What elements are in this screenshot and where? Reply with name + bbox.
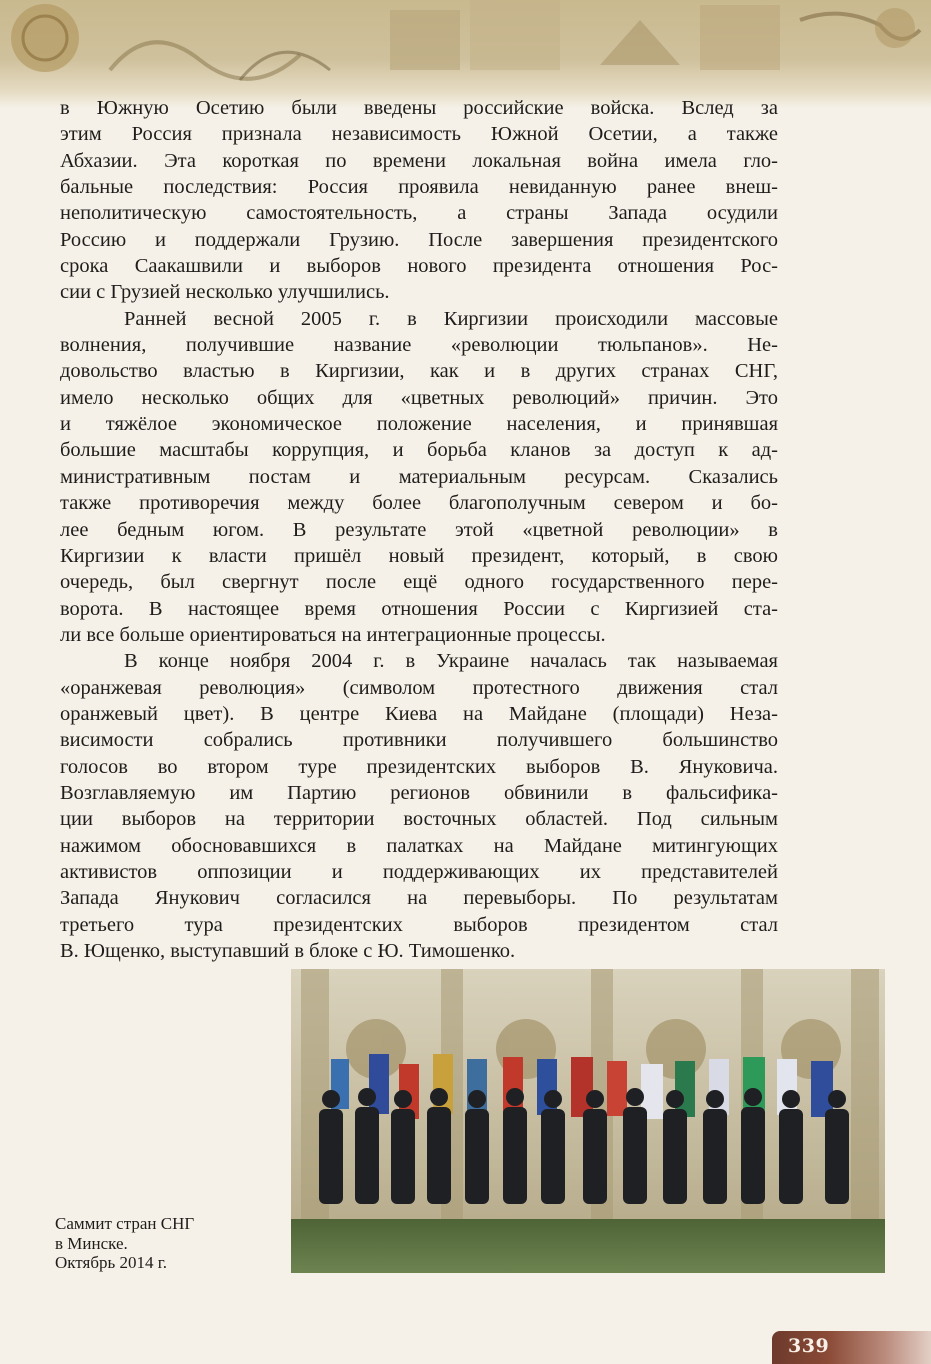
text-line: этим Россия признала независимость Южной Осетии, а также <box>60 123 778 146</box>
text-line: Россию и поддержали Грузию. После завершения президентского <box>60 228 778 251</box>
page-number: 339 <box>788 1335 830 1357</box>
text-line: очередь, был свергнут после ещё одного государственного пере- <box>60 571 778 594</box>
caption-line: Саммит стран СНГ <box>55 1214 195 1233</box>
text-line: и тяжёлое экономическое положение населения, и принявшая <box>60 413 778 436</box>
decorative-header-banner <box>0 0 931 108</box>
text-line: Возглавляемую им Партию регионов обвинили в фальсифика- <box>60 781 778 804</box>
summit-photo <box>291 969 885 1273</box>
text-line: сии с Грузией несколько улучшились. <box>60 281 390 304</box>
paragraph-kyrgyzstan <box>60 306 778 648</box>
text-line: срока Саакашвили и выборов нового президента отношения Рос- <box>60 255 778 278</box>
text-line: оранжевый цвет). В центре Киева на Майдане (площади) Неза- <box>60 702 778 725</box>
text-line: министративным постам и материальным ресурсам. Сказались <box>60 465 778 488</box>
caption-line: в Минске. <box>55 1233 128 1253</box>
text-line: Ранней весной 2005 г. в Киргизии происходили массовые <box>124 307 778 330</box>
text-line: висимости собрались противники получившего большинство <box>60 729 778 752</box>
text-line: В конце ноября 2004 г. в Украине началась так называемая <box>124 650 778 673</box>
text-line: волнения, получившие название «революции тюльпанов». Не- <box>60 334 778 357</box>
photo-caption <box>55 1214 280 1273</box>
text-line: ли все больше ориентироваться на интеграционные процессы. <box>60 623 606 646</box>
caption-line: Октябрь 2014 г. <box>55 1253 168 1272</box>
text-line: голосов во втором туре президентских выборов В. Януковича. <box>60 755 778 778</box>
text-line: «оранжевая революция» (символом протестного движения стал <box>60 676 778 699</box>
text-line: бальные последствия: Россия проявила невиданную ранее внеш- <box>60 176 778 199</box>
text-line: ворота. В настоящее время отношения России с Киргизией ста- <box>60 597 778 620</box>
text-line: лее бедным югом. В результате этой «цветной революции» в <box>60 518 778 541</box>
page-number-tab <box>772 1331 931 1364</box>
text-line: третьего тура президентских выборов президентом стал <box>60 913 778 936</box>
paragraph-ukraine <box>60 648 778 964</box>
text-line: имело несколько общих для «цветных революций» причин. Это <box>60 386 778 409</box>
text-line: довольство властью в Киргизии, как и в других странах СНГ, <box>60 360 778 383</box>
banner-ornament-illustration <box>0 0 931 108</box>
text-line: Киргизии к власти пришёл новый президент, который, в свою <box>60 544 778 567</box>
text-line: Запада Янукович согласился на перевыборы. По результатам <box>60 887 778 910</box>
text-line: активистов оппозиции и поддерживающих их представителей <box>60 860 778 883</box>
text-line: Абхазии. Эта короткая по времени локальная война имела гло- <box>60 149 778 172</box>
text-line: большие масштабы коррупция, и борьба кланов за доступ к ад- <box>60 439 778 462</box>
text-line: нажимом обосновавшихся в палатках на Майдане митингующих <box>60 834 778 857</box>
text-line: также противоречия между более благополучным севером и бо- <box>60 492 778 515</box>
text-line: ции выборов на территории восточных областей. Под сильным <box>60 808 778 831</box>
body-text <box>60 95 778 964</box>
paragraph-south-ossetia <box>60 95 778 306</box>
text-line: В. Ющенко, выступавший в блоке с Ю. Тимошенко. <box>60 940 516 962</box>
text-line: неполитическую самостоятельность, а страны Запада осудили <box>60 202 778 225</box>
summit-photo-illustration <box>291 969 885 1273</box>
text-line: в Южную Осетию были введены российские войска. Вслед за <box>60 97 778 119</box>
